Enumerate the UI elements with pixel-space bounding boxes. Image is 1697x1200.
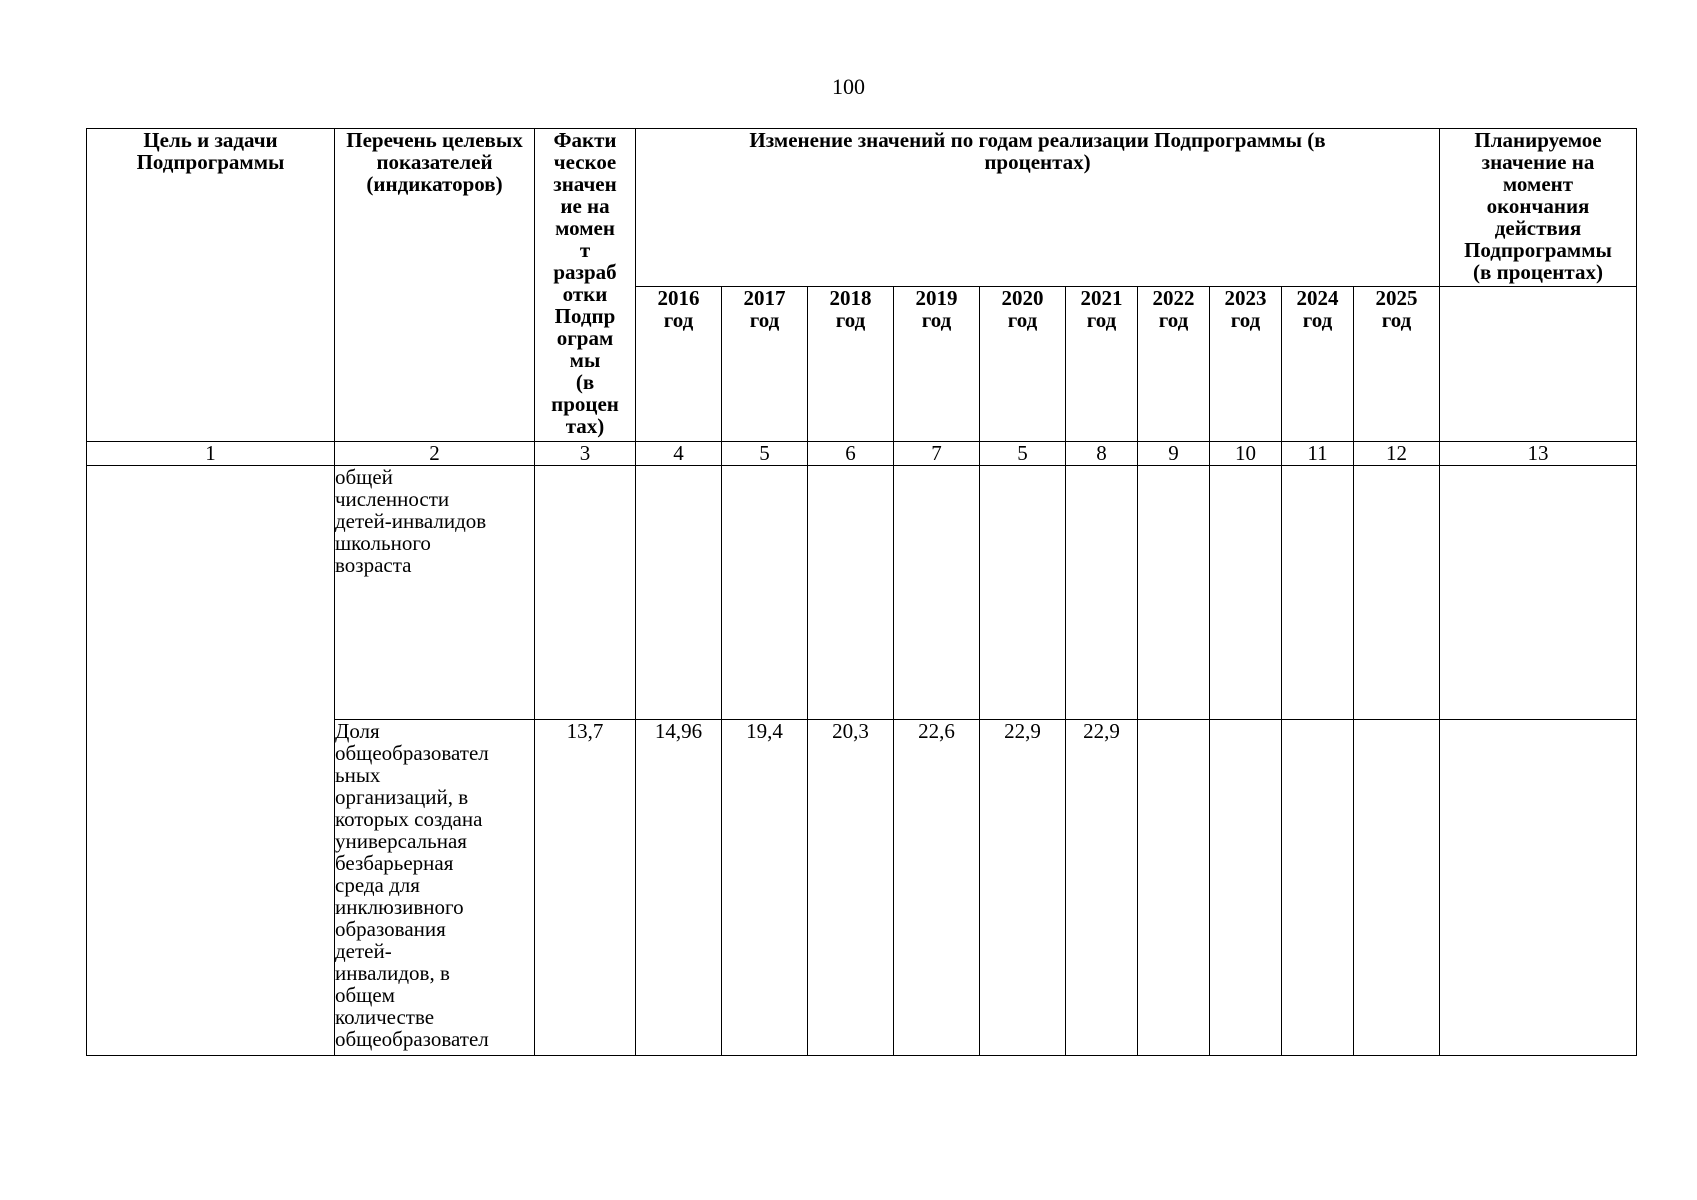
column-number: 3 (535, 442, 636, 466)
column-number: 5 (980, 442, 1066, 466)
header-year-2017: 2017 год (722, 287, 808, 442)
value-cell (1354, 466, 1440, 720)
value-cell (1210, 466, 1282, 720)
indicators-table (86, 128, 1637, 1056)
value-cell: 22,6 (894, 720, 980, 1056)
indicator-cell: общей численности детей-инвалидов школьного возраста (335, 466, 535, 720)
column-number: 13 (1440, 442, 1637, 466)
planned-value-cell (1440, 466, 1637, 720)
column-number: 8 (1066, 442, 1138, 466)
value-cell: 22,9 (1066, 720, 1138, 1056)
value-cell (722, 466, 808, 720)
header-year-2025: 2025 год (1354, 287, 1440, 442)
header-factual: Факти ческое значен ие на момен т разраб отки Подпр ограм мы (в процен тах) (535, 129, 636, 442)
value-cell (808, 466, 894, 720)
header-year-2019: 2019 год (894, 287, 980, 442)
value-cell (1282, 466, 1354, 720)
value-cell (1138, 720, 1210, 1056)
table-row (87, 466, 1637, 720)
value-cell (894, 466, 980, 720)
header-year-2016: 2016 год (636, 287, 722, 442)
header-year-2023: 2023 год (1210, 287, 1282, 442)
value-cell (1066, 466, 1138, 720)
column-number: 9 (1138, 442, 1210, 466)
header-year-2022: 2022 год (1138, 287, 1210, 442)
column-number: 12 (1354, 442, 1440, 466)
column-number-row (87, 442, 1637, 466)
column-number: 11 (1282, 442, 1354, 466)
column-number: 2 (335, 442, 535, 466)
header-year-2024: 2024 год (1282, 287, 1354, 442)
header-goal: Цель и задачи Подпрограммы (87, 129, 335, 442)
header-indicators: Перечень целевых показателей (индикаторов) (335, 129, 535, 442)
factual-value-cell: 13,7 (535, 720, 636, 1056)
value-cell: 20,3 (808, 720, 894, 1056)
column-number: 10 (1210, 442, 1282, 466)
value-cell (1354, 720, 1440, 1056)
header-planned-blank (1440, 287, 1637, 442)
value-cell (980, 466, 1066, 720)
value-cell (636, 466, 722, 720)
goal-cell (87, 466, 335, 1056)
column-number: 7 (894, 442, 980, 466)
value-cell (1210, 720, 1282, 1056)
header-year-2020: 2020 год (980, 287, 1066, 442)
planned-value-cell (1440, 720, 1637, 1056)
header-change-by-year: Изменение значений по годам реализации Подпрограммы (в процентах) (636, 129, 1440, 287)
header-planned: Планируемое значение на момент окончания действия Подпрограммы (в процентах) (1440, 129, 1637, 287)
value-cell (1282, 720, 1354, 1056)
header-year-2018: 2018 год (808, 287, 894, 442)
page-number: 100 (832, 74, 865, 99)
column-number: 6 (808, 442, 894, 466)
value-cell: 22,9 (980, 720, 1066, 1056)
indicator-cell: Доля общеобразовател ьных организаций, в которых создана универсальная безбарьерная среда для инклюзивного образования детей- инвалидов, в общем количестве общеобразовател (335, 720, 535, 1056)
value-cell: 19,4 (722, 720, 808, 1056)
column-number: 5 (722, 442, 808, 466)
value-cell: 14,96 (636, 720, 722, 1056)
value-cell (1138, 466, 1210, 720)
header-year-2021: 2021 год (1066, 287, 1138, 442)
factual-value-cell (535, 466, 636, 720)
column-number: 1 (87, 442, 335, 466)
column-number: 4 (636, 442, 722, 466)
